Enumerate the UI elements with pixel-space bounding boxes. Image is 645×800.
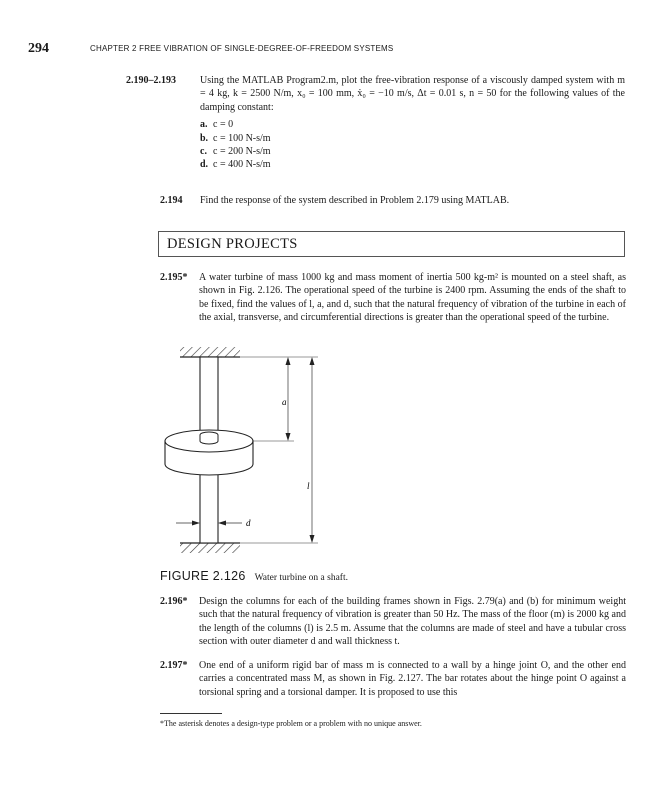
problem-2-196 xyxy=(160,595,626,651)
problem-number: 2.197* xyxy=(160,660,188,671)
section-heading-box xyxy=(158,231,625,257)
problem-text: One end of a uniform rigid bar of mass m is connected to a wall by a hinge joint O, and the other end carries a concentrated mass M, as shown in Fig. 2.127. The bar rotates about the hinge point O against a torsional spring and a torsional damper. It is proposed to use this xyxy=(199,660,626,698)
problem-text: Find the response of the system described in Problem 2.179 using MATLAB. xyxy=(200,195,510,206)
problem-2-190 xyxy=(126,74,626,176)
label-l: l xyxy=(307,481,310,491)
problem-number: 2.194 xyxy=(160,195,183,206)
footnote-divider xyxy=(160,713,222,714)
problem-number: 2.195* xyxy=(160,272,188,283)
problem-text: Using the MATLAB Program2.m, plot the free-vibration response of a viscously damped system with m = 4 kg, k = 2500 N/m, x₀ = 100 mm, ẋ₀ = −10 m/s, Δt = 0.01 s, n = 50 for the following values of the damping constant: xyxy=(200,75,625,113)
list-item: c. c = 200 N-s/m xyxy=(200,146,271,158)
label-a: a xyxy=(282,397,287,407)
problem-2-197 xyxy=(160,659,626,703)
section-title: DESIGN PROJECTS xyxy=(167,236,298,252)
page-header xyxy=(28,41,628,57)
problem-text: Design the columns for each of the building frames shown in Figs. 2.79(a) and (b) for minimum weight such that the natural frequency of vibration is greater than 50 Hz. The mass of the floor (m) is 2000 kg and the length of the columns (l) is 2.5 m. Assume that the columns are made of steel and have a tubular cross section with outer diameter d and wall thickness t. xyxy=(199,596,626,648)
list-item: d. c = 400 N-s/m xyxy=(200,159,271,171)
problem-body xyxy=(200,74,625,172)
page-number: 294 xyxy=(28,41,49,56)
footnote: *The asterisk denotes a design-type problem or a problem with no unique answer. xyxy=(160,719,422,728)
figure-label: FIGURE 2.126 xyxy=(160,569,246,583)
turbine-disk xyxy=(165,430,253,475)
label-d: d xyxy=(246,518,251,528)
problem-2-195 xyxy=(160,271,626,341)
problem-number: 2.190–2.193 xyxy=(126,75,176,86)
dimension-a xyxy=(222,357,294,441)
problem-number: 2.196* xyxy=(160,596,188,607)
problem-2-194 xyxy=(160,194,626,208)
list-item: b. c = 100 N-s/m xyxy=(200,132,271,144)
damping-values-list xyxy=(200,118,625,172)
figure-title: Water turbine on a shaft. xyxy=(254,573,348,583)
figure-caption xyxy=(160,569,348,583)
top-wall xyxy=(180,347,240,357)
chapter-title: CHAPTER 2 FREE VIBRATION OF SINGLE-DEGREE-OF-FREEDOM SYSTEMS xyxy=(90,44,394,53)
list-item: a. c = 0 xyxy=(200,119,234,131)
bottom-wall xyxy=(180,543,240,553)
problem-text: A water turbine of mass 1000 kg and mass moment of inertia 500 kg-m² is mounted on a steel shaft, as shown in Fig. 2.126. The operational speed of the turbine is 2400 rpm. Assuming the ends of the shaft to be fixed, find the values of l, a, and d, such that the natural frequency of vibration of the turbine in each of the axial, transverse, and circumferential directions is greater than the operational speed of the turbine. xyxy=(199,272,626,324)
turbine-figure xyxy=(160,345,360,560)
